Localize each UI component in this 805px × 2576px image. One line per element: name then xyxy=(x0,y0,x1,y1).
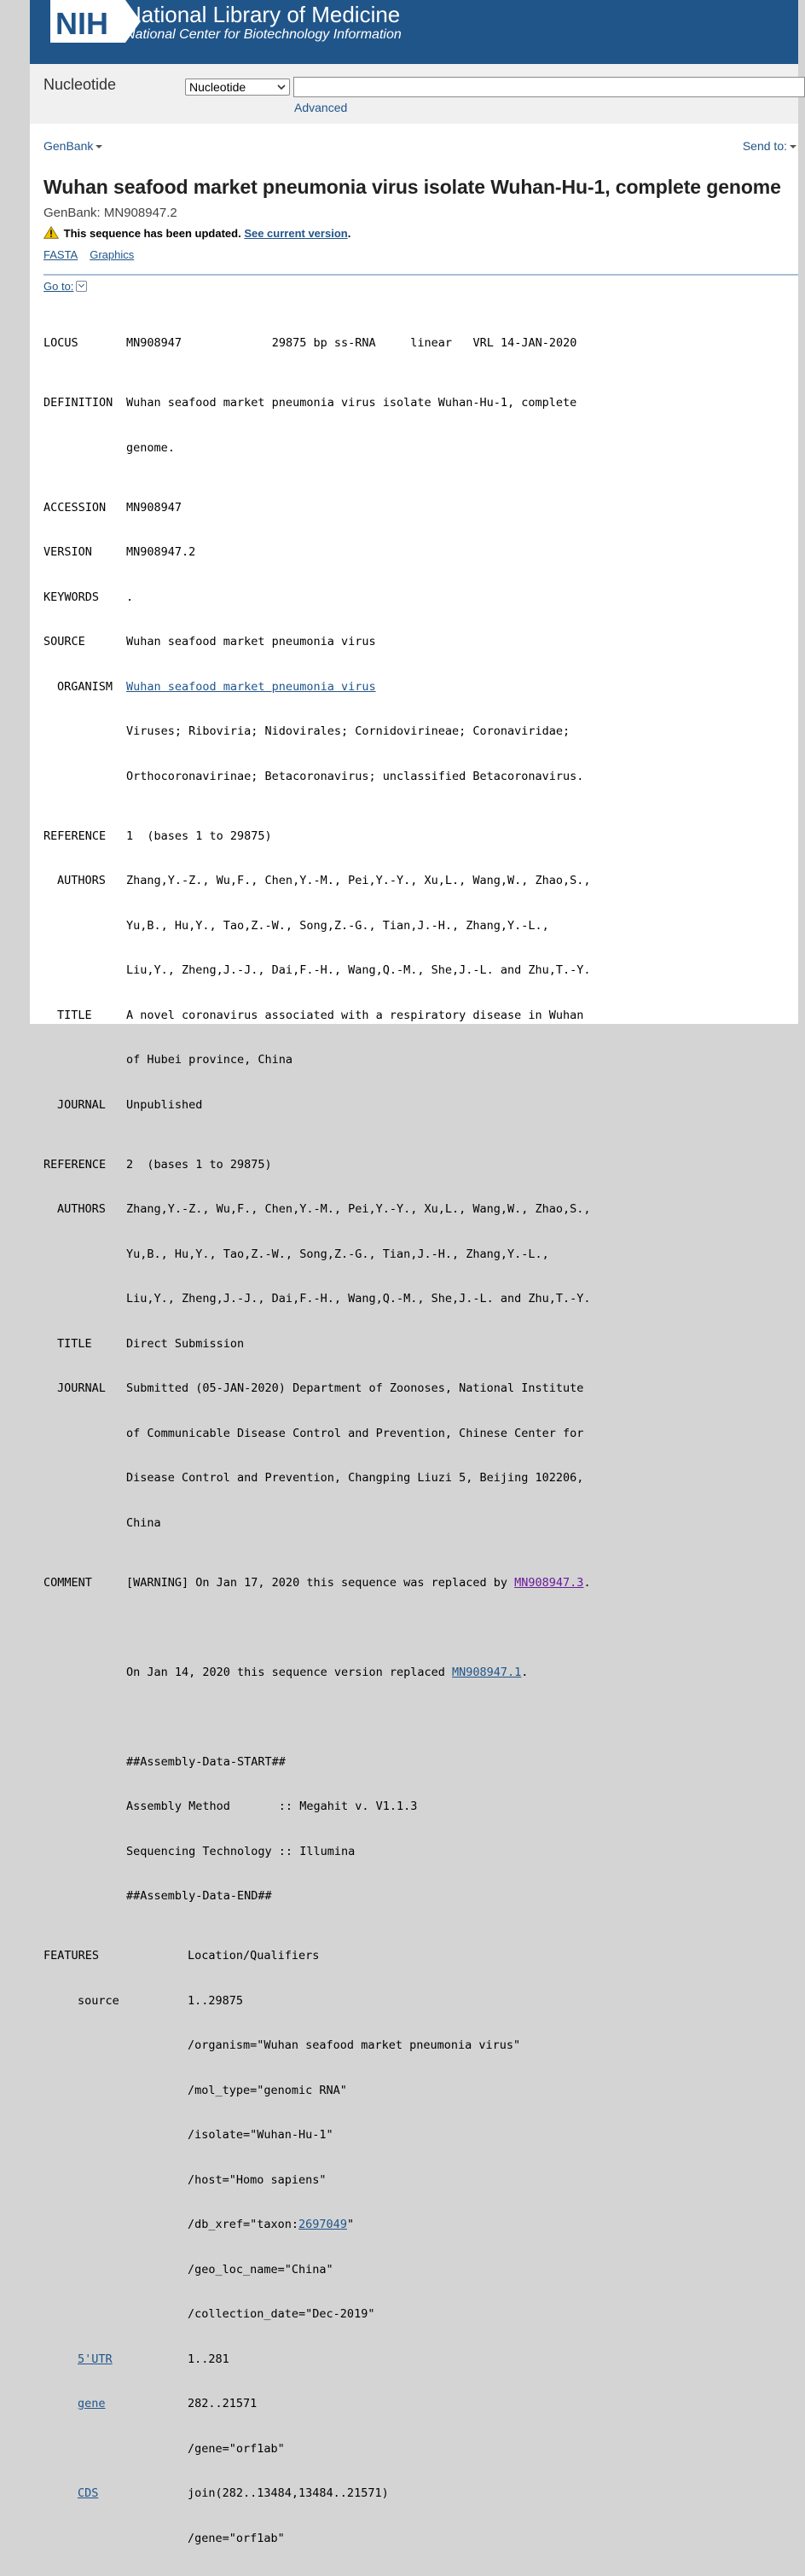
journal-text: of Communicable Disease Control and Prevention, Chinese Center for xyxy=(126,1426,584,1440)
view-links xyxy=(43,248,146,261)
lineage-text: Orthocoronavirinae; Betacoronavirus; unclassified Betacoronavirus. xyxy=(126,769,584,783)
qualifier-db-xref: /db_xref="taxon: xyxy=(188,2218,299,2231)
search-input[interactable] xyxy=(293,77,805,97)
features-header: Location/Qualifiers xyxy=(188,1949,320,1963)
journal-line xyxy=(43,1471,591,1486)
journal-line xyxy=(43,1427,591,1442)
locus-topology: linear xyxy=(410,336,453,350)
journal-row xyxy=(43,1098,591,1114)
feature-gene-row xyxy=(43,2397,591,2412)
lineage-line xyxy=(43,724,591,740)
journal-row xyxy=(43,1381,591,1397)
authors-text: Zhang,Y.-Z., Wu,F., Chen,Y.-M., Pei,Y.-Y., Xu,L., Wang,W., Zhao,S., xyxy=(126,874,591,887)
title-text: Direct Submission xyxy=(126,1336,245,1351)
title-text: of Hubei province, China xyxy=(126,1053,293,1067)
previous-version-link[interactable]: MN908947.1 xyxy=(452,1665,522,1679)
version-value: MN908947.2 xyxy=(126,545,196,559)
source-label: SOURCE xyxy=(43,635,85,648)
qualifier-line xyxy=(43,2307,591,2323)
chevron-down-icon xyxy=(277,84,286,90)
reference-label: REFERENCE xyxy=(43,1157,107,1172)
qualifier-host: /host="Homo sapiens" xyxy=(188,2172,327,2187)
authors-line xyxy=(43,1247,591,1263)
keywords-value: . xyxy=(126,590,134,604)
journal-text: Submitted (05-JAN-2020) Department of Zoonoses, National Institute xyxy=(126,1381,584,1395)
caret-down-icon xyxy=(96,145,102,148)
database-label: Nucleotide xyxy=(43,76,117,93)
graphics-link[interactable]: Graphics xyxy=(90,248,135,261)
reference-value: 1 (bases 1 to 29875) xyxy=(126,829,272,843)
comment-line xyxy=(43,1666,591,1681)
nih-logo-text: NIH xyxy=(55,6,108,41)
assembly-text: ##Assembly-Data-END## xyxy=(126,1889,272,1903)
title-label: TITLE xyxy=(57,1008,92,1022)
version-row xyxy=(43,545,591,561)
source-value: Wuhan seafood market pneumonia virus xyxy=(126,635,376,648)
authors-text: Yu,B., Hu,Y., Tao,Z.-W., Song,Z.-G., Tian,J.-H., Zhang,Y.-L., xyxy=(126,1247,549,1261)
assembly-text: Assembly Method :: Megahit v. V1.1.3 xyxy=(126,1800,418,1813)
assembly-text: Sequencing Technology :: Illumina xyxy=(126,1844,356,1858)
accession-value: MN908947 xyxy=(126,500,182,515)
keywords-label: KEYWORDS xyxy=(43,590,100,604)
database-select-value: Nucleotide xyxy=(189,80,246,94)
locus-date: 14-JAN-2020 xyxy=(501,336,577,350)
qualifier-line xyxy=(43,2263,591,2278)
nih-header xyxy=(30,0,798,64)
format-menu[interactable] xyxy=(43,139,102,153)
comment-replaced-text: On Jan 14, 2020 this sequence version replaced xyxy=(126,1665,453,1679)
replaced-by-link[interactable]: MN908947.3 xyxy=(514,1575,584,1590)
journal-line xyxy=(43,1516,591,1532)
version-label: VERSION xyxy=(43,545,92,559)
qualifier-mol-type: /mol_type="genomic RNA" xyxy=(188,2083,347,2097)
comment-warning-suffix: . xyxy=(583,1575,591,1590)
update-notice xyxy=(43,226,350,240)
accession-row xyxy=(43,501,591,516)
assembly-line xyxy=(43,1845,591,1860)
accession-label: ACCESSION xyxy=(43,500,107,515)
qualifier-line xyxy=(43,2038,591,2054)
title-label: TITLE xyxy=(57,1336,92,1351)
genbank-record xyxy=(43,306,591,2576)
locus-name: MN908947 xyxy=(126,336,182,350)
definition-text: Wuhan seafood market pneumonia virus isolate Wuhan-Hu-1, complete xyxy=(126,396,577,410)
locus-line xyxy=(43,336,591,352)
reference-value: 2 (bases 1 to 29875) xyxy=(126,1157,272,1172)
feature-key-source: source xyxy=(78,1993,119,2008)
title-line xyxy=(43,1053,591,1068)
lineage-line xyxy=(43,770,591,785)
comment-row xyxy=(43,1576,591,1591)
locus-label: LOCUS xyxy=(43,336,78,350)
locus-length: 29875 bp xyxy=(271,336,327,350)
definition-label: DEFINITION xyxy=(43,396,113,410)
comment-replaced-suffix: . xyxy=(521,1665,529,1679)
authors-label: AUTHORS xyxy=(57,1202,106,1216)
assembly-line xyxy=(43,1755,591,1771)
send-to-label: Send to: xyxy=(742,139,787,153)
definition-line xyxy=(43,441,591,456)
qualifier-isolate: /isolate="Wuhan-Hu-1" xyxy=(188,2128,333,2142)
qualifier-line xyxy=(43,2173,591,2189)
qualifier-line xyxy=(43,2128,591,2143)
feature-location: join(282..13484,13484..21571) xyxy=(188,2486,389,2500)
database-select[interactable] xyxy=(185,79,290,96)
header-title[interactable]: National Library of Medicine xyxy=(125,2,401,27)
journal-text: China xyxy=(126,1515,161,1530)
blank-line xyxy=(43,1710,591,1725)
update-notice-text: This sequence has been updated. xyxy=(63,227,241,240)
assembly-text: ##Assembly-Data-START## xyxy=(126,1754,286,1769)
features-row xyxy=(43,1949,591,1964)
caret-down-icon xyxy=(790,145,796,148)
search-bar xyxy=(30,64,798,124)
assembly-line xyxy=(43,1800,591,1815)
qualifier-gene: /gene="orf1ab" xyxy=(188,2531,285,2545)
definition-line xyxy=(43,396,591,411)
chevron-down-box-icon xyxy=(76,281,87,292)
qualifier-db-xref-end: " xyxy=(346,2218,355,2231)
feature-key-5utr-link[interactable]: 5'UTR xyxy=(78,2352,113,2366)
feature-key-cds-link[interactable]: CDS xyxy=(78,2486,99,2500)
journal-label: JOURNAL xyxy=(57,1381,106,1395)
reference-row xyxy=(43,1158,591,1173)
authors-label: AUTHORS xyxy=(57,874,106,887)
locus-mol: ss-RNA xyxy=(333,336,376,350)
authors-line xyxy=(43,919,591,934)
qualifier-line xyxy=(43,2084,591,2099)
feature-location: 1..29875 xyxy=(188,1993,244,2008)
journal-label: JOURNAL xyxy=(57,1097,106,1112)
feature-cds-row xyxy=(43,2486,591,2502)
qualifier-line xyxy=(43,2218,591,2233)
accession-line: GenBank: MN908947.2 xyxy=(43,206,177,220)
lineage-text: Viruses; Riboviria; Nidovirales; Cornidovirineae; Coronaviridae; xyxy=(126,724,570,738)
see-current-version-link[interactable]: See current version xyxy=(244,227,348,240)
divider xyxy=(43,274,798,276)
title-row xyxy=(43,1337,591,1352)
authors-row xyxy=(43,1202,591,1218)
fasta-link[interactable]: FASTA xyxy=(43,248,78,261)
authors-text: Liu,Y., Zheng,J.-J., Dai,F.-H., Wang,Q.-M., She,J.-L. and Zhu,T.-Y. xyxy=(126,1292,591,1305)
qualifier-organism: /organism="Wuhan seafood market pneumonia virus" xyxy=(188,2038,521,2052)
qualifier-collection-date: /collection_date="Dec-2019" xyxy=(188,2307,375,2321)
blank-line xyxy=(43,1620,591,1636)
warning-icon xyxy=(43,226,59,239)
goto-link[interactable] xyxy=(43,280,87,293)
qualifier-line xyxy=(43,2532,591,2547)
title-text: A novel coronavirus associated with a respiratory disease in Wuhan xyxy=(126,1008,584,1022)
reference-label: REFERENCE xyxy=(43,829,107,843)
journal-text: Disease Control and Prevention, Changping Liuzi 5, Beijing 102206, xyxy=(126,1471,584,1485)
page-title: Wuhan seafood market pneumonia virus isolate Wuhan-Hu-1, complete genome xyxy=(43,176,781,198)
features-label: FEATURES xyxy=(43,1949,100,1963)
feature-source-row xyxy=(43,1994,591,2009)
qualifier-line xyxy=(43,2442,591,2457)
authors-text: Zhang,Y.-Z., Wu,F., Chen,Y.-M., Pei,Y.-Y., Xu,L., Wang,W., Zhao,S., xyxy=(126,1202,591,1216)
reference-row xyxy=(43,829,591,845)
feature-utr-row xyxy=(43,2352,591,2368)
update-notice-period: . xyxy=(347,227,351,240)
organism-label: ORGANISM xyxy=(57,679,113,694)
assembly-line xyxy=(43,1889,591,1904)
source-row xyxy=(43,635,591,650)
journal-text: Unpublished xyxy=(126,1097,203,1112)
taxon-link[interactable]: 2697049 xyxy=(298,2218,347,2231)
header-subtitle[interactable]: National Center for Biotechnology Information xyxy=(125,27,402,42)
authors-line xyxy=(43,1292,591,1307)
comment-label: COMMENT xyxy=(43,1575,92,1590)
organism-row xyxy=(43,680,591,695)
locus-division: VRL xyxy=(472,336,494,350)
title-row xyxy=(43,1009,591,1024)
keywords-row xyxy=(43,590,591,606)
page xyxy=(30,0,798,2545)
feature-location: 1..281 xyxy=(188,2352,229,2366)
qualifier-gene: /gene="orf1ab" xyxy=(188,2441,285,2456)
feature-location: 282..21571 xyxy=(188,2397,258,2410)
advanced-search-link[interactable]: Advanced xyxy=(294,101,348,114)
send-to-menu[interactable] xyxy=(743,139,796,153)
feature-key-gene-link[interactable]: gene xyxy=(78,2397,106,2410)
comment-warning-text: [WARNING] On Jan 17, 2020 this sequence was replaced by xyxy=(126,1575,515,1590)
organism-link[interactable]: Wuhan seafood market pneumonia virus xyxy=(126,679,376,694)
authors-row xyxy=(43,874,591,889)
format-menu-label: GenBank xyxy=(43,139,94,153)
definition-text: genome. xyxy=(126,440,175,455)
authors-text: Yu,B., Hu,Y., Tao,Z.-W., Song,Z.-G., Tian,J.-H., Zhang,Y.-L., xyxy=(126,918,549,933)
goto-label: Go to: xyxy=(43,280,74,293)
authors-text: Liu,Y., Zheng,J.-J., Dai,F.-H., Wang,Q.-M., She,J.-L. and Zhu,T.-Y. xyxy=(126,963,591,977)
qualifier-geo: /geo_loc_name="China" xyxy=(188,2262,333,2277)
authors-line xyxy=(43,963,591,979)
